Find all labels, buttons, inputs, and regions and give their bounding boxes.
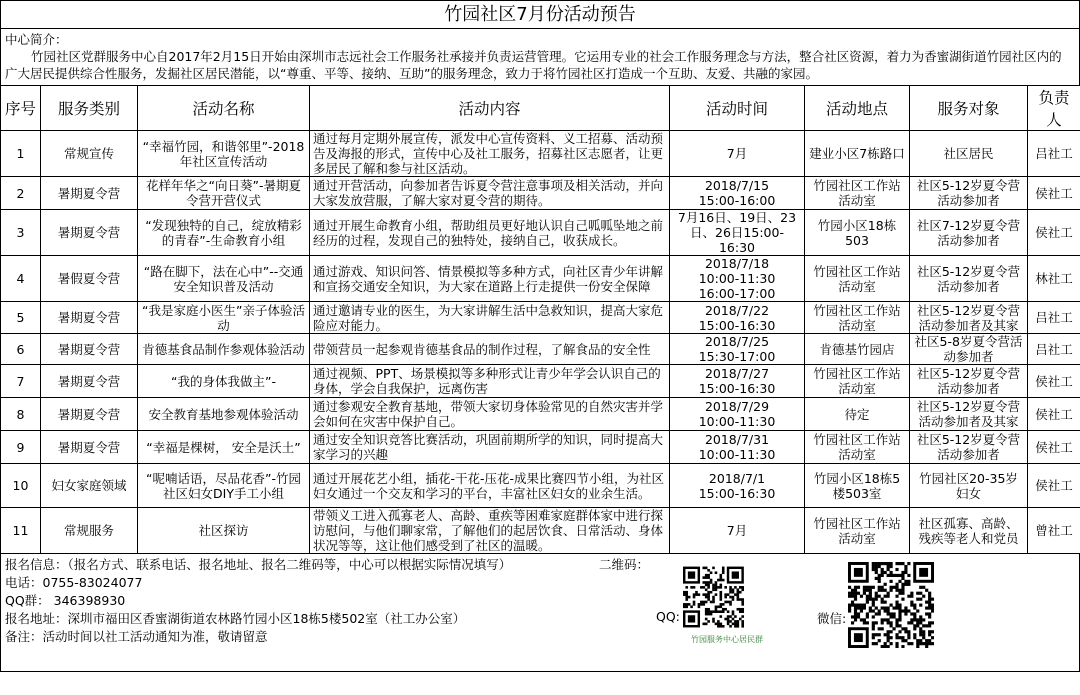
row-place: 竹园社区工作站活动室 [805,302,910,334]
row-activity-name: “路在脚下，法在心中”--交通安全知识普及活动 [138,256,310,302]
row-content: 通过每月定期外展宣传，派发中心宣传资料、义工招募、活动预告及海报的形式，宣传中心及社工服务，招募社区志愿者，让更多居民了解和参与社区活动。 [310,131,670,177]
row-activity-name: 社区探访 [138,508,310,554]
row-place: 竹园社区工作站活动室 [805,256,910,302]
row-target: 社区5-12岁夏令营活动参加者 [910,365,1028,398]
remark: 备注：活动时间以社工活动通知为准，敬请留意 [5,629,268,644]
table-row [1,464,1080,508]
row-owner: 曾社工 [1028,508,1080,554]
row-owner: 侯社工 [1028,210,1080,256]
row-target: 社区5-12岁夏令营活动参加者 [910,177,1028,210]
header-content: 活动内容 [310,86,670,131]
row-category: 暑期夏令营 [41,398,138,431]
row-target: 社区5-12岁夏令营活动参加者 [910,256,1028,302]
row-no: 6 [1,334,41,365]
qq-qr-caption: 竹园服务中心居民群 [691,635,763,644]
row-owner: 吕社工 [1028,334,1080,365]
row-no: 4 [1,256,41,302]
table-row [1,302,1080,334]
row-content: 通过开展花艺小组，插花-干花-压花-成果比赛四节小组，为社区妇女通过一个交友和学习的平台，丰富社区妇女的业余生活。 [310,464,670,508]
row-category: 暑期夏令营 [41,302,138,334]
table-body [1,131,1080,554]
row-time: 7月 [670,131,805,177]
row-category: 暑假夏令营 [41,256,138,302]
header-name: 活动名称 [138,86,310,131]
row-place: 竹园小区18栋503 [805,210,910,256]
row-activity-name: “我是家庭小医生”亲子体验活动 [138,302,310,334]
row-time: 2018/7/31 10:00-11:30 [670,431,805,464]
header-place: 活动地点 [805,86,910,131]
row-content: 通过游戏、知识问答、情景模拟等多种方式，向社区青少年讲解和宣扬交通安全知识，为大家在道路上行走提供一份安全保障 [310,256,670,302]
row-owner: 吕社工 [1028,131,1080,177]
row-category: 暑期夏令营 [41,210,138,256]
row-content: 通过安全知识竞答比赛活动，巩固前期所学的知识，同时提高大家学习的兴趣 [310,431,670,464]
row-no: 1 [1,131,41,177]
table-row [1,365,1080,398]
row-category: 常规宣传 [41,131,138,177]
activity-table [0,85,1080,554]
row-no: 5 [1,302,41,334]
table-row [1,334,1080,365]
row-activity-name: “幸福是棵树， 安全是沃土” [138,431,310,464]
row-owner: 侯社工 [1028,177,1080,210]
signup-address: 报名地址：深圳市福田区香蜜湖街道农林路竹园小区18栋5楼502室（社工办公室） [5,611,466,626]
row-owner: 侯社工 [1028,398,1080,431]
row-target: 社区5-8岁夏令营活动参加者 [910,334,1028,365]
footer [0,554,1080,672]
wechat-qr-code-image [848,562,938,652]
phone: 电话：0755-83024077 [5,575,143,590]
row-no: 11 [1,508,41,554]
page-title: 竹园社区7月份活动预告 [0,0,1080,28]
signup-info: 报名信息：（报名方式、联系电话、报名地址、报名二维码等，中心可以根据实际情况填写） [5,557,512,572]
row-category: 妇女家庭领域 [41,464,138,508]
row-activity-name: “幸福竹园，和谐邻里”-2018年社区宣传活动 [138,131,310,177]
table-row [1,210,1080,256]
row-place: 待定 [805,398,910,431]
row-no: 3 [1,210,41,256]
row-time: 2018/7/15 15:00-16:00 [670,177,805,210]
row-time: 7月 [670,508,805,554]
row-time: 2018/7/1 15:00-16:30 [670,464,805,508]
table-row [1,256,1080,302]
qr-label: 二维码： [599,557,650,572]
row-activity-name: “我的身体我做主”- [138,365,310,398]
row-category: 暑期夏令营 [41,431,138,464]
header-owner: 负责人 [1028,86,1080,131]
row-content: 通过参观安全教育基地，带领大家切身体验常见的自然灾害并学会如何在灾害中保护自己。 [310,398,670,431]
qq-group: QQ群： 346398930 [5,593,126,608]
row-target: 社区5-12岁夏令营活动参加者 [910,431,1028,464]
header-time: 活动时间 [670,86,805,131]
row-target: 社区居民 [910,131,1028,177]
row-content: 通过开营活动，向参加者告诉夏令营注意事项及相关活动，并向大家发放营服，了解大家对夏令营的期待。 [310,177,670,210]
row-category: 暑期夏令营 [41,365,138,398]
row-place: 竹园社区工作站活动室 [805,431,910,464]
wechat-qr-label: 微信: [817,611,847,626]
row-no: 8 [1,398,41,431]
row-time: 2018/7/25 15:30-17:00 [670,334,805,365]
qq-qr-label: QQ: [656,609,680,624]
row-activity-name: 安全教育基地参观体验活动 [138,398,310,431]
row-content: 通过视频、PPT、场景模拟等多种形式让青少年学会认识自己的身体，学会自我保护，远离伤害 [310,365,670,398]
row-no: 9 [1,431,41,464]
row-place: 建业小区7栋路口 [805,131,910,177]
row-activity-name: “发现独特的自己，绽放精彩的青春”-生命教育小组 [138,210,310,256]
row-activity-name: 花样年华之“向日葵”-暑期夏令营开营仪式 [138,177,310,210]
row-time: 2018/7/29 10:00-11:30 [670,398,805,431]
row-target: 社区孤寡、高龄、残疾等老人和党员 [910,508,1028,554]
header-target: 服务对象 [910,86,1028,131]
row-time: 2018/7/18 10:00-11:30 16:00-17:00 [670,256,805,302]
table-row [1,177,1080,210]
center-intro [0,28,1080,85]
row-content: 带领义工进入孤寡老人、高龄、重疾等困难家庭群体家中进行探访慰问，与他们聊家常，了解他们的起居饮食、日常活动、身体状况等等，这让他们感受到了社区的温暖。 [310,508,670,554]
table-row [1,131,1080,177]
intro-label: 中心简介： [5,32,68,47]
row-activity-name: 肯德基食品制作参观体验活动 [138,334,310,365]
row-time: 2018/7/27 15:00-16:30 [670,365,805,398]
header-category: 服务类别 [41,86,138,131]
row-owner: 侯社工 [1028,464,1080,508]
row-place: 肯德基竹园店 [805,334,910,365]
row-target: 社区7-12岁夏令营活动参加者 [910,210,1028,256]
row-category: 暑期夏令营 [41,177,138,210]
table-row [1,508,1080,554]
row-no: 2 [1,177,41,210]
table-row [1,431,1080,464]
row-content: 带领营员一起参观肯德基食品的制作过程，了解食品的安全性 [310,334,670,365]
row-time: 2018/7/22 15:00-16:30 [670,302,805,334]
row-place: 竹园社区工作站活动室 [805,177,910,210]
row-activity-name: “呢喃话语，尽品花香”-竹园社区妇女DIY手工小组 [138,464,310,508]
table-row [1,398,1080,431]
row-target: 社区5-12岁夏令营活动参加者及其家 [910,302,1028,334]
row-time: 7月16日、19日、23日、26日15:00-16:30 [670,210,805,256]
row-target: 竹园社区20-35岁妇女 [910,464,1028,508]
row-no: 7 [1,365,41,398]
row-owner: 林社工 [1028,256,1080,302]
row-place: 竹园社区工作站活动室 [805,365,910,398]
table-header-row [1,86,1080,131]
row-content: 通过邀请专业的医生，为大家讲解生活中急救知识，提高大家危险应对能力。 [310,302,670,334]
row-owner: 吕社工 [1028,302,1080,334]
row-category: 暑期夏令营 [41,334,138,365]
row-place: 竹园社区工作站活动室 [805,508,910,554]
row-target: 社区5-12岁夏令营活动参加者及其家 [910,398,1028,431]
row-owner: 侯社工 [1028,431,1080,464]
row-place: 竹园小区18栋5楼503室 [805,464,910,508]
row-category: 常规服务 [41,508,138,554]
row-no: 10 [1,464,41,508]
intro-text: 竹园社区党群服务中心自2017年2月15日开始由深圳市志远社会工作服务社承接并负责运营管理。它运用专业的社会工作服务理念与方法，整合社区资源，着力为香蜜湖街道竹园社区内的广大居民提供综合性服务，发掘社区居民潜能，以“尊重、平等、接纳、互助”的服务理念，致力于将竹园社区打造成一个互助、友爱、共融的家园。 [5,49,1062,81]
row-owner: 侯社工 [1028,365,1080,398]
row-content: 通过开展生命教育小组，帮助组员更好地认识自己呱呱坠地之前经历的过程，发现自己的独特处，接纳自己，收获成长。 [310,210,670,256]
header-no: 序号 [1,86,41,131]
